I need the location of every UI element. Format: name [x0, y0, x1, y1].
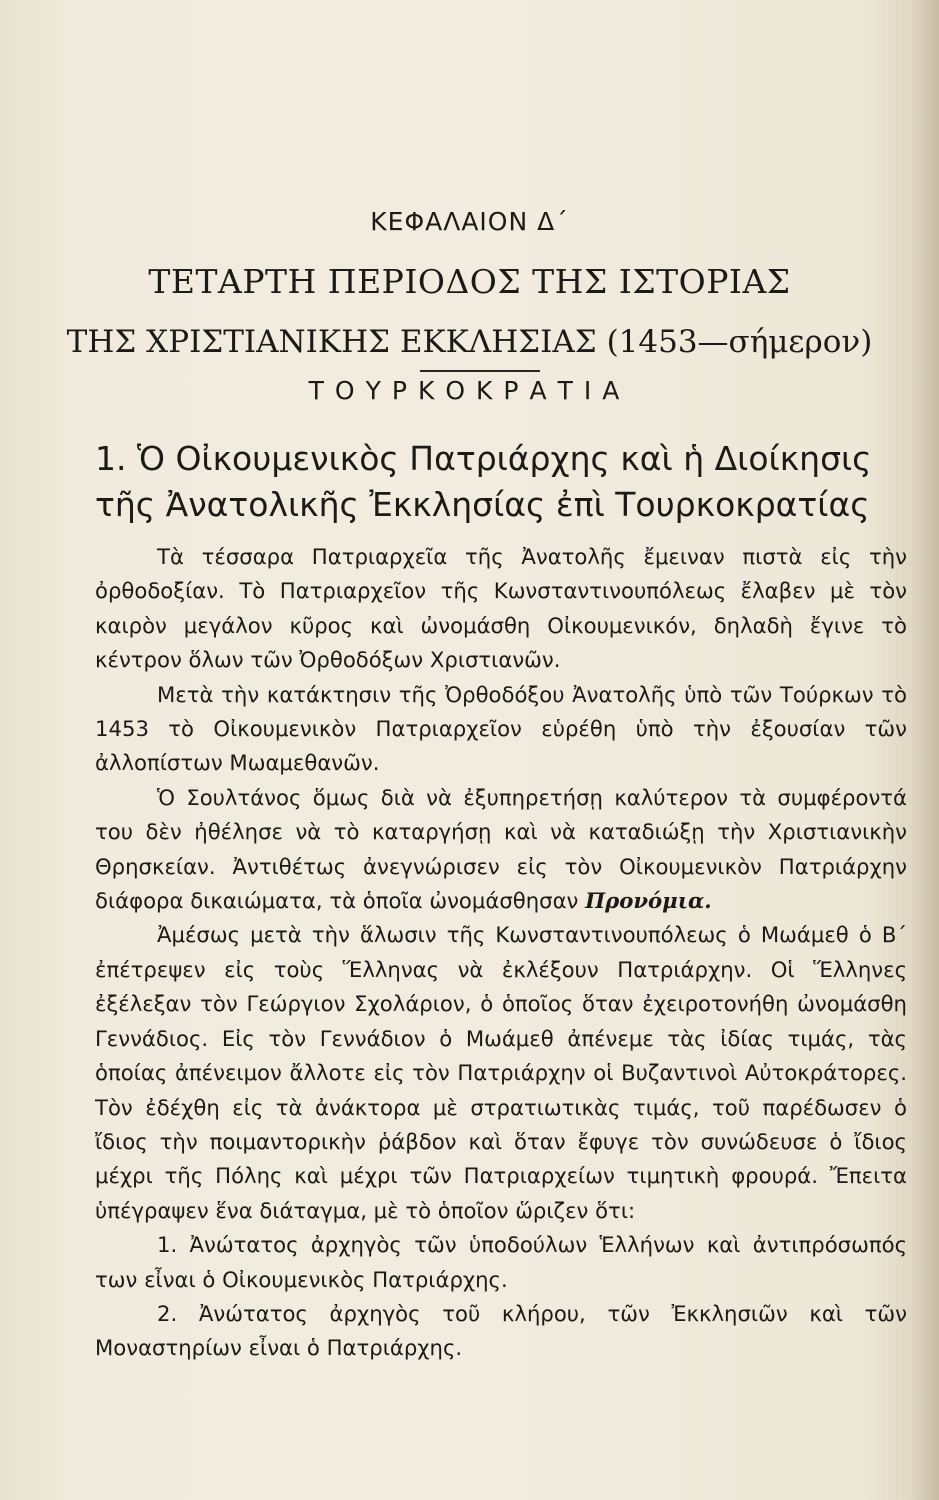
paragraph: Μετὰ τὴν κατάκτησιν τῆς Ὀρθοδόξου Ἀνατολῆς ὑπὸ τῶν Τούρκων τὸ 1453 τὸ Οἰκουμενικὸν Πατριαρχεῖον εὑρέθη ὑπὸ τὴν ἐξουσίαν τῶν ἀλλοπίστων Μωαμεθανῶν.: [95, 681, 907, 776]
paragraph-text: Ὁ Σουλτάνος ὅμως διὰ νὰ ἐξυπηρετήσῃ καλύτερον τὰ συμφέροντά του δὲν ἠθέλησε νὰ τὸ καταργήσῃ καὶ νὰ καταδιώξῃ τὴν Χριστιανικὴν Θρησκείαν. Ἀντιθέτως ἀνεγνώρισεν εἰς τὸν Οἰκουμενικὸν Πατριάρχην διάφορα δικαιώματα, τὰ ὁποῖα ὠνομάσθησαν: [95, 784, 907, 914]
section-heading: 1. Ὁ Οἰκουμενικὸς Πατριάρχης καὶ ἡ Διοίκησις τῆς Ἀνατολικῆς Ἐκκλησίας ἐπὶ Τουρκοκρατίας: [95, 439, 872, 524]
numbered-item: 2. Ἀνώτατος ἀρχηγὸς τοῦ κλήρου, τῶν Ἐκκλησιῶν καὶ τῶν Μοναστηρίων εἶναι ὁ Πατριάρχης.: [95, 1300, 907, 1361]
title-line-2: ΤΗΣ ΧΡΙΣΤΙΑΝΙΚΗΣ ΕΚΚΛΗΣΙΑΣ (1453—σήμερον): [66, 324, 873, 360]
title-line-1: ΤΕΤΑΡΤΗ ΠΕΡΙΟΔΟΣ ΤΗΣ ΙΣΤΟΡΙΑΣ: [148, 262, 791, 301]
subtitle: ΤΟΥΡΚΟΚΡΑΤΙΑ: [308, 376, 631, 405]
emphasized-term: Προνόμια.: [585, 888, 712, 914]
chapter-label: ΚΕΦΑΛΑΙΟΝ Δ΄: [370, 207, 569, 236]
numbered-item: 1. Ἀνώτατος ἀρχηγὸς τῶν ὑποδούλων Ἑλλήνων καὶ ἀντιπρόσωπός των εἶναι ὁ Οἰκουμενικὸς Πατριάρχης.: [95, 1232, 907, 1292]
paragraph: Τὰ τέσσαρα Πατριαρχεῖα τῆς Ἀνατολῆς ἔμειναν πιστὰ εἰς τὴν ὀρθοδοξίαν. Τὸ Πατριαρχεῖον τῆς Κωνσταντινουπόλεως ἔλαβεν μὲ τὸν καιρὸν μεγάλον κῦρος καὶ ὠνομάσθη Οἰκουμενικόν, δηλαδὴ ἔγινε τὸ κέντρον ὅλων τῶν Ὀρθοδόξων Χριστιανῶν.: [95, 544, 907, 673]
title-rule: [420, 370, 540, 372]
paragraph: [95, 781, 907, 919]
body-text: [95, 540, 907, 1366]
paragraph: Ἀμέσως μετὰ τὴν ἅλωσιν τῆς Κωνσταντινουπόλεως ὁ Μωάμεθ ὁ Β΄ ἐπέτρεψεν εἰς τοὺς Ἕλληνας νὰ ἐκλέξουν Πατριάρχην. Οἱ Ἕλληνες ἐξέλεξαν τὸν Γεώργιον Σχολάριον, ὁ ὁποῖος ὅταν ἐχειροτονήθη ὠνομάσθη Γεννάδιος. Εἰς τὸν Γεννάδιον ὁ Μωάμεθ ἀπένεμε τὰς ἰδίας τιμάς, τὰς ὁποίας ἀπένειμον ἄλλοτε εἰς τὸν Πατριάρχην οἱ Βυζαντινοὶ Αὐτοκράτορες. Τὸν ἐδέχθη εἰς τὰ ἀνάκτορα μὲ στρατιωτικὰς τιμάς, τοῦ παρέδωσεν ὁ ἴδιος τὴν ποιμαντορικὴν ῥάβδον καὶ ὅταν ἔφυγε τὸν συνώδευσε ὁ ἴδιος μέχρι τῆς Πόλης καὶ μέχρι τῶν Πατριαρχείων τιμητικὴ φρουρά. Ἔπειτα ὑπέγραψεν ἕνα διάταγμα, μὲ τὸ ὁποῖον ὥριζεν ὅτι:: [95, 922, 907, 1223]
